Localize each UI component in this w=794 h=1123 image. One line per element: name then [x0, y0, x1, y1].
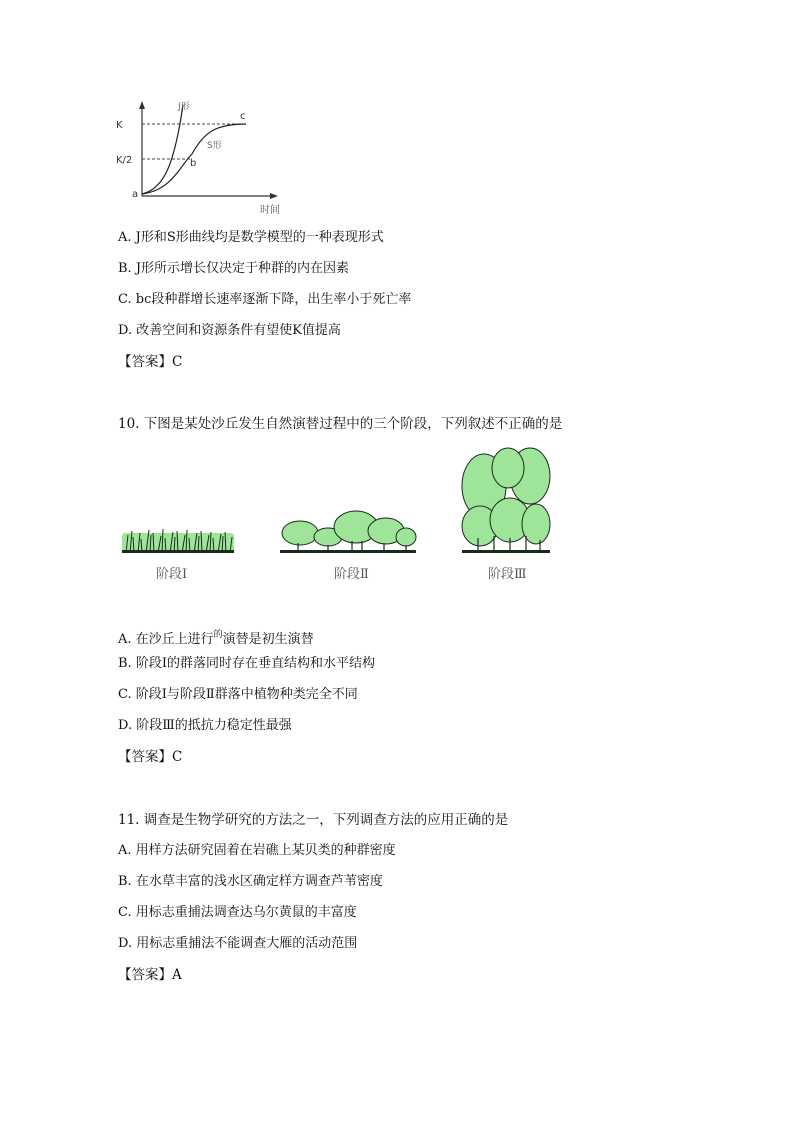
j-curve: [142, 105, 183, 194]
stage-1-label: 阶段Ⅰ: [156, 567, 188, 582]
q11-option-c: C. 用标志重捕法调查达乌尔黄鼠的丰富度: [118, 905, 357, 920]
q10-option-a-text-2: 演替是初生演替: [222, 632, 314, 647]
q11-option-d: D. 用标志重捕法不能调查大雁的活动范围: [118, 936, 358, 951]
stage-3-illustration: [460, 446, 552, 556]
q9-option-a: A. J形和S形曲线均是数学模型的一种表现形式: [118, 230, 384, 245]
point-a-label: a: [132, 189, 139, 200]
q9-option-d: D. 改善空间和资源条件有望使K值提高: [118, 323, 341, 338]
k-label: K: [116, 120, 123, 131]
q10-option-a: [118, 626, 314, 649]
q11-answer: 【答案】A: [118, 967, 182, 983]
stage-3-label: 阶段Ⅲ: [488, 567, 527, 582]
q9-answer: 【答案】C: [118, 354, 183, 370]
stage-1-illustration: [120, 505, 236, 555]
q10-option-b: B. 阶段Ⅰ的群落同时存在垂直结构和水平结构: [118, 656, 375, 671]
point-c-label: c: [240, 111, 246, 122]
j-label: J形: [178, 102, 190, 112]
q10-option-a-superscript: 的: [213, 630, 223, 640]
point-b-label: b: [190, 158, 197, 169]
growth-curve-graph: [112, 96, 292, 218]
stage-2-label: 阶段Ⅱ: [334, 567, 369, 582]
q9-option-c: C. bc段种群增长速率逐渐下降，出生率小于死亡率: [118, 292, 412, 307]
q11-option-a: A. 用样方法研究固着在岩礁上某贝类的种群密度: [118, 843, 396, 858]
x-axis-label: 时间: [260, 205, 280, 216]
s-label: S形: [207, 141, 222, 151]
q10-stem: 10. 下图是某处沙丘发生自然演替过程中的三个阶段，下列叙述不正确的是: [118, 416, 563, 432]
q10-answer: 【答案】C: [118, 749, 183, 765]
q11-option-b: B. 在水草丰富的浅水区确定样方调查芦苇密度: [118, 874, 383, 889]
q10-option-c: C. 阶段Ⅰ与阶段Ⅱ群落中植物种类完全不同: [118, 687, 358, 702]
q11-stem: 11. 调查是生物学研究的方法之一，下列调查方法的应用正确的是: [118, 812, 509, 828]
stage-2-illustration: [278, 505, 418, 555]
q10-option-d: D. 阶段Ⅲ的抵抗力稳定性最强: [118, 718, 292, 733]
q10-option-a-text-1: A. 在沙丘上进行: [118, 632, 214, 647]
k-half-label: K/2: [116, 155, 133, 166]
q9-option-b: B. J形所示增长仅决定于种群的内在因素: [118, 261, 350, 276]
